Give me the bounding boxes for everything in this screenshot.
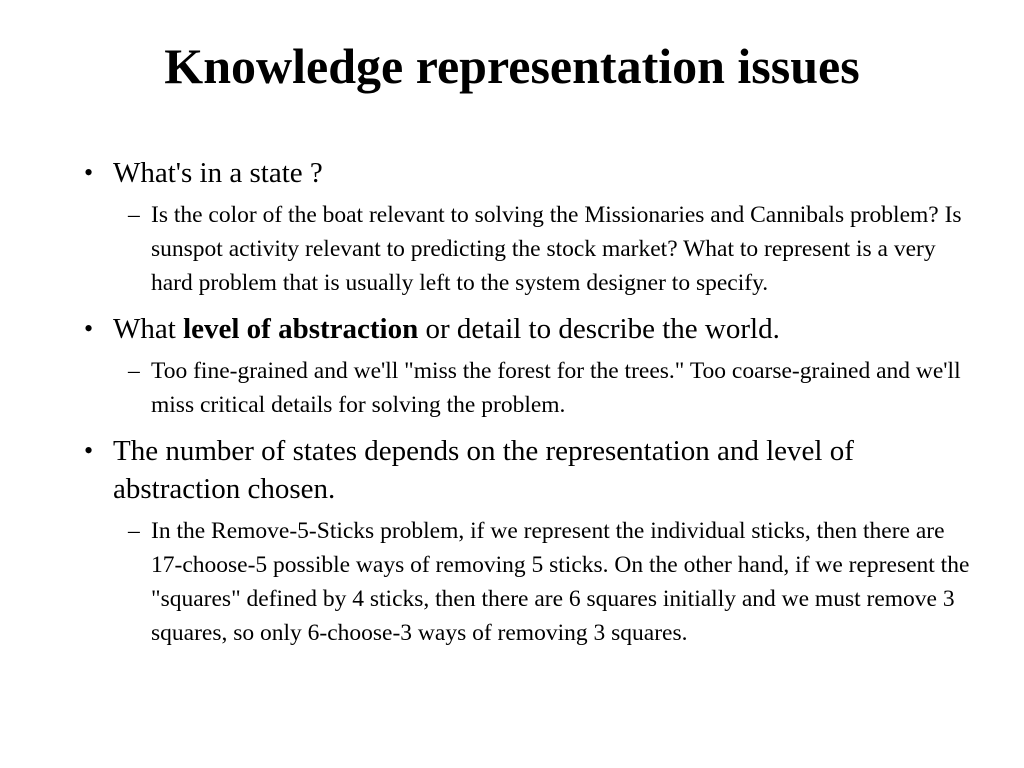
bullet-item <box>84 154 974 192</box>
bullet-text-plain: or detail to describe the world. <box>418 313 780 345</box>
sub-bullet-marker: – <box>128 358 140 384</box>
slide-content <box>84 154 974 660</box>
bullet-marker: • <box>84 314 94 343</box>
bullet-text: What's in a state ? <box>113 157 323 189</box>
bullet-text-emphasis: level of abstraction <box>183 313 419 345</box>
bullet-item <box>84 310 974 348</box>
slide-title: Knowledge representation issues <box>164 38 860 94</box>
bullet-item <box>84 432 974 508</box>
sub-bullet-marker: – <box>128 518 140 544</box>
bullet-marker: • <box>84 158 94 187</box>
bullet-marker: • <box>84 436 94 465</box>
bullet-text-plain: What <box>113 313 184 345</box>
sub-bullet-item <box>84 514 974 650</box>
bullet-text: The number of states depends on the representation and level of abstraction chosen. <box>113 435 854 505</box>
sub-bullet-item <box>84 198 974 300</box>
sub-bullet-item <box>84 354 974 422</box>
bullet-text <box>113 313 780 345</box>
sub-bullet-marker: – <box>128 202 140 228</box>
sub-bullet-text: In the Remove-5-Sticks problem, if we represent the individual sticks, then there are 17-choose-5 possible ways of removing 5 sticks. On the other hand, if we represent the "squares" defined by 4 sticks, then there are 6 squares initially and we must remove 3 squares, so only 6-choose-3 ways of removing 3 squares. <box>151 518 970 646</box>
sub-bullet-text: Too fine-grained and we'll "miss the forest for the trees." Too coarse-grained and we'll miss critical details for solving the problem. <box>151 358 961 418</box>
sub-bullet-text: Is the color of the boat relevant to solving the Missionaries and Cannibals problem? Is sunspot activity relevant to predicting the stock market? What to represent is a very hard problem that is usually left to the system designer to specify. <box>151 202 962 296</box>
